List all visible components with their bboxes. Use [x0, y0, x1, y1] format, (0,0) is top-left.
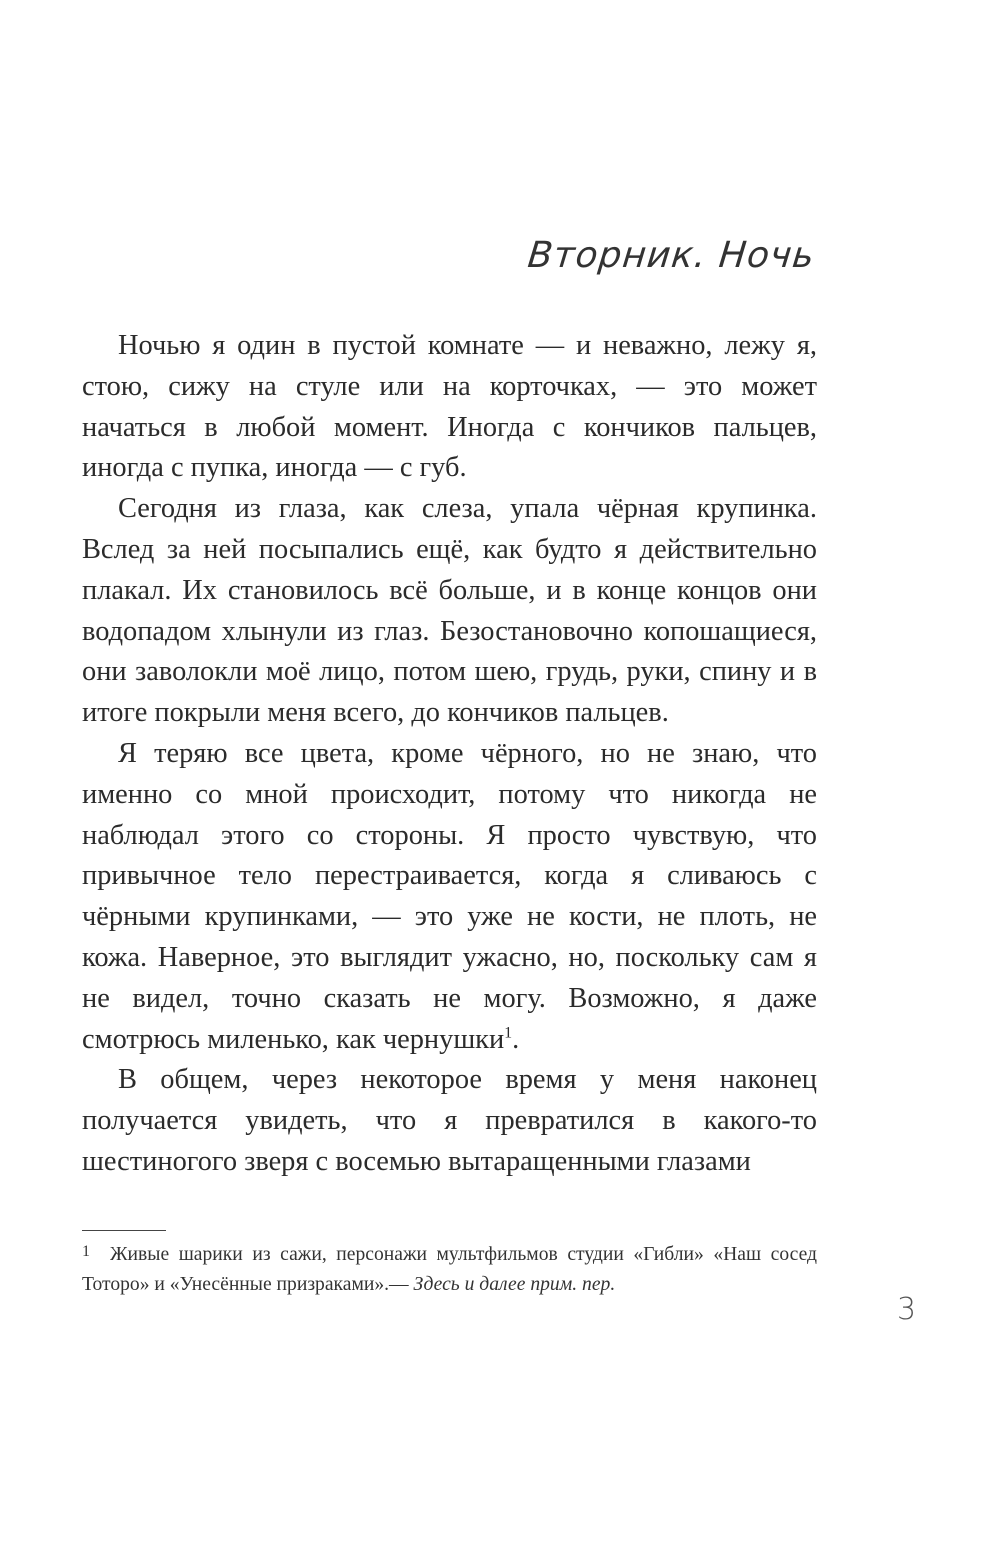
- chapter-title: Вторник. Ночь: [526, 235, 818, 276]
- footnote: 1 Живые шарики из сажи, персонажи мультфильмов студии «Гибли» «Наш сосед Тоторо» и «Унесённые призраками».— Здесь и далее прим. пер.: [82, 1243, 817, 1295]
- paragraph-4: [82, 1060, 817, 1182]
- paragraph-3-text: Я теряю все цвета, кроме чёрного, но не знаю, что именно со мной происходит, потому что никогда не наблюдал этого со стороны. Я просто чувствую, что привычное тело перестраивается, когда я сливаюсь с чёрными крупинками, — это уже не кости, не плоть, не кожа. Наверное, это выглядит ужасно, но, поскольку сам я не видел, точно сказать не могу. Возможно, я даже смотрюсь миленько, как чернушки: [82, 737, 817, 1055]
- paragraph-2: [82, 489, 817, 734]
- paragraph-2-text: Сегодня из глаза, как слеза, упала чёрная крупинка. Вслед за ней посыпались ещё, как будто я действительно плакал. Их становилось всё больше, и в конце концов они водопадом хлынули из глаз. Безостановочно копошащиеся, они заволокли моё лицо, потом шею, грудь, руки, спину и в итоге покрыли меня всего, до кончиков пальцев.: [82, 493, 817, 729]
- page-number: 3: [897, 1292, 917, 1327]
- footnote-divider: [82, 1230, 166, 1231]
- paragraph-1: [82, 326, 817, 489]
- paragraph-1-text: Ночью я один в пустой комнате — и неважно, лежу я, стою, сижу на стуле или на корточках, — это может начаться в любой момент. Иногда с кончиков пальцев, иногда с пупка, иногда — с губ.: [82, 330, 817, 484]
- paragraph-3-tail: .: [512, 1023, 520, 1055]
- footnote-translator-note: Здесь и далее прим. пер.: [413, 1274, 616, 1295]
- footnote-text: Живые шарики из сажи, персонажи мультфильмов студии «Гибли» «Наш сосед Тоторо» и «Унесённые призраками».—: [82, 1244, 817, 1295]
- body-text: [82, 326, 817, 1183]
- paragraph-3: [82, 734, 817, 1060]
- footnote-reference[interactable]: 1: [504, 1024, 513, 1042]
- paragraph-4-text: В общем, через некоторое время у меня наконец получается увидеть, что я превратился в какого-то шестиногого зверя с восемью вытаращенными глазами: [82, 1064, 817, 1177]
